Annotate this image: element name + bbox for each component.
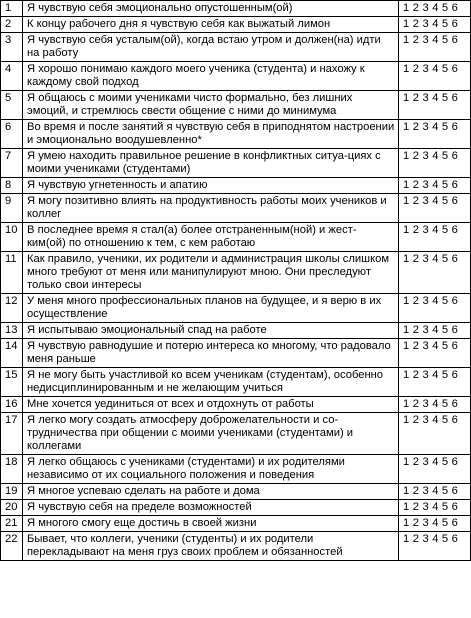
question-row — [1, 532, 471, 561]
question-text: Я чувствую себя усталым(ой), когда встаю утром и должен(на) идти на работу — [23, 33, 399, 62]
question-text: Я чувствую равнодушие и потерю интереса ко многому, что радовало меня раньше — [23, 339, 399, 368]
rating-scale: 1 2 3 4 5 6 — [399, 33, 471, 62]
rating-scale: 1 2 3 4 5 6 — [399, 17, 471, 33]
question-row — [1, 33, 471, 62]
question-row — [1, 294, 471, 323]
question-text: Я многого смогу еще достичь в своей жизни — [23, 516, 399, 532]
question-number: 14 — [1, 339, 23, 368]
question-text: Я легко общаюсь с учениками (студентами) и их родителями независимо от их социального положения и поведения — [23, 455, 399, 484]
question-text: Я легко могу создать атмосферу доброжелательности и со-трудничества при общении с моими учениками (студентами) и коллегами — [23, 413, 399, 455]
question-number: 1 — [1, 1, 23, 17]
question-text: Я хорошо понимаю каждого моего ученика (студента) и нахожу к каждому свой подход — [23, 62, 399, 91]
question-row — [1, 223, 471, 252]
rating-scale: 1 2 3 4 5 6 — [399, 339, 471, 368]
question-text: К концу рабочего дня я чувствую себя как выжатый лимон — [23, 17, 399, 33]
rating-scale: 1 2 3 4 5 6 — [399, 1, 471, 17]
rating-scale: 1 2 3 4 5 6 — [399, 252, 471, 294]
question-number: 9 — [1, 194, 23, 223]
question-number: 8 — [1, 178, 23, 194]
question-row — [1, 194, 471, 223]
question-row — [1, 149, 471, 178]
question-row — [1, 455, 471, 484]
rating-scale: 1 2 3 4 5 6 — [399, 516, 471, 532]
question-row — [1, 500, 471, 516]
question-text: У меня много профессиональных планов на будущее, и я верю в их осуществление — [23, 294, 399, 323]
question-number: 7 — [1, 149, 23, 178]
questionnaire-rows — [1, 1, 471, 561]
question-row — [1, 252, 471, 294]
question-number: 17 — [1, 413, 23, 455]
rating-scale: 1 2 3 4 5 6 — [399, 323, 471, 339]
question-text: Я чувствую себя эмоционально опустошенным(ой) — [23, 1, 399, 17]
question-text: Я чувствую себя на пределе возможностей — [23, 500, 399, 516]
question-row — [1, 368, 471, 397]
question-row — [1, 17, 471, 33]
rating-scale: 1 2 3 4 5 6 — [399, 455, 471, 484]
question-text: В последнее время я стал(а) более отстраненным(ной) и жест-ким(ой) по отношению к тем, с кем работаю — [23, 223, 399, 252]
question-row — [1, 413, 471, 455]
question-number: 18 — [1, 455, 23, 484]
question-row — [1, 178, 471, 194]
rating-scale: 1 2 3 4 5 6 — [399, 223, 471, 252]
rating-scale: 1 2 3 4 5 6 — [399, 178, 471, 194]
question-number: 21 — [1, 516, 23, 532]
question-number: 4 — [1, 62, 23, 91]
question-text: Я могу позитивно влиять на продуктивность работы моих учеников и коллег — [23, 194, 399, 223]
question-text: Я чувствую угнетенность и апатию — [23, 178, 399, 194]
rating-scale: 1 2 3 4 5 6 — [399, 500, 471, 516]
rating-scale: 1 2 3 4 5 6 — [399, 120, 471, 149]
question-row — [1, 1, 471, 17]
question-number: 3 — [1, 33, 23, 62]
rating-scale: 1 2 3 4 5 6 — [399, 484, 471, 500]
rating-scale: 1 2 3 4 5 6 — [399, 413, 471, 455]
rating-scale: 1 2 3 4 5 6 — [399, 368, 471, 397]
question-text: Я не могу быть участливой ко всем ученикам (студентам), особенно недисциплинированным и не желающим учиться — [23, 368, 399, 397]
question-row — [1, 323, 471, 339]
question-row — [1, 120, 471, 149]
question-row — [1, 484, 471, 500]
rating-scale: 1 2 3 4 5 6 — [399, 294, 471, 323]
question-number: 6 — [1, 120, 23, 149]
question-number: 19 — [1, 484, 23, 500]
question-text: Бывает, что коллеги, ученики (студенты) и их родители перекладывают на меня груз своих проблем и обязанностей — [23, 532, 399, 561]
rating-scale: 1 2 3 4 5 6 — [399, 397, 471, 413]
question-number: 5 — [1, 91, 23, 120]
question-number: 13 — [1, 323, 23, 339]
rating-scale: 1 2 3 4 5 6 — [399, 91, 471, 120]
rating-scale: 1 2 3 4 5 6 — [399, 532, 471, 561]
question-number: 20 — [1, 500, 23, 516]
question-number: 22 — [1, 532, 23, 561]
question-number: 12 — [1, 294, 23, 323]
question-text: Я умею находить правильное решение в конфликтных ситуа-циях с моими учениками (студентами) — [23, 149, 399, 178]
rating-scale: 1 2 3 4 5 6 — [399, 149, 471, 178]
question-row — [1, 62, 471, 91]
question-number: 2 — [1, 17, 23, 33]
question-row — [1, 339, 471, 368]
rating-scale: 1 2 3 4 5 6 — [399, 62, 471, 91]
question-row — [1, 516, 471, 532]
question-text: Я многое успеваю сделать на работе и дома — [23, 484, 399, 500]
question-number: 10 — [1, 223, 23, 252]
question-row — [1, 397, 471, 413]
question-text: Я общаюсь с моими учениками чисто формально, без лишних эмоций, и стремлюсь свести общение с ними до минимума — [23, 91, 399, 120]
question-row — [1, 91, 471, 120]
question-text: Я испытываю эмоциональный спад на работе — [23, 323, 399, 339]
question-number: 11 — [1, 252, 23, 294]
question-number: 15 — [1, 368, 23, 397]
question-number: 16 — [1, 397, 23, 413]
question-text: Во время и после занятий я чувствую себя в приподнятом настроении и эмоционально воодушевленно* — [23, 120, 399, 149]
question-text: Как правило, ученики, их родители и администрация школы слишком много требуют от меня или манипулируют мною. Они преследуют только свои интересы — [23, 252, 399, 294]
rating-scale: 1 2 3 4 5 6 — [399, 194, 471, 223]
question-text: Мне хочется уединиться от всех и отдохнуть от работы — [23, 397, 399, 413]
